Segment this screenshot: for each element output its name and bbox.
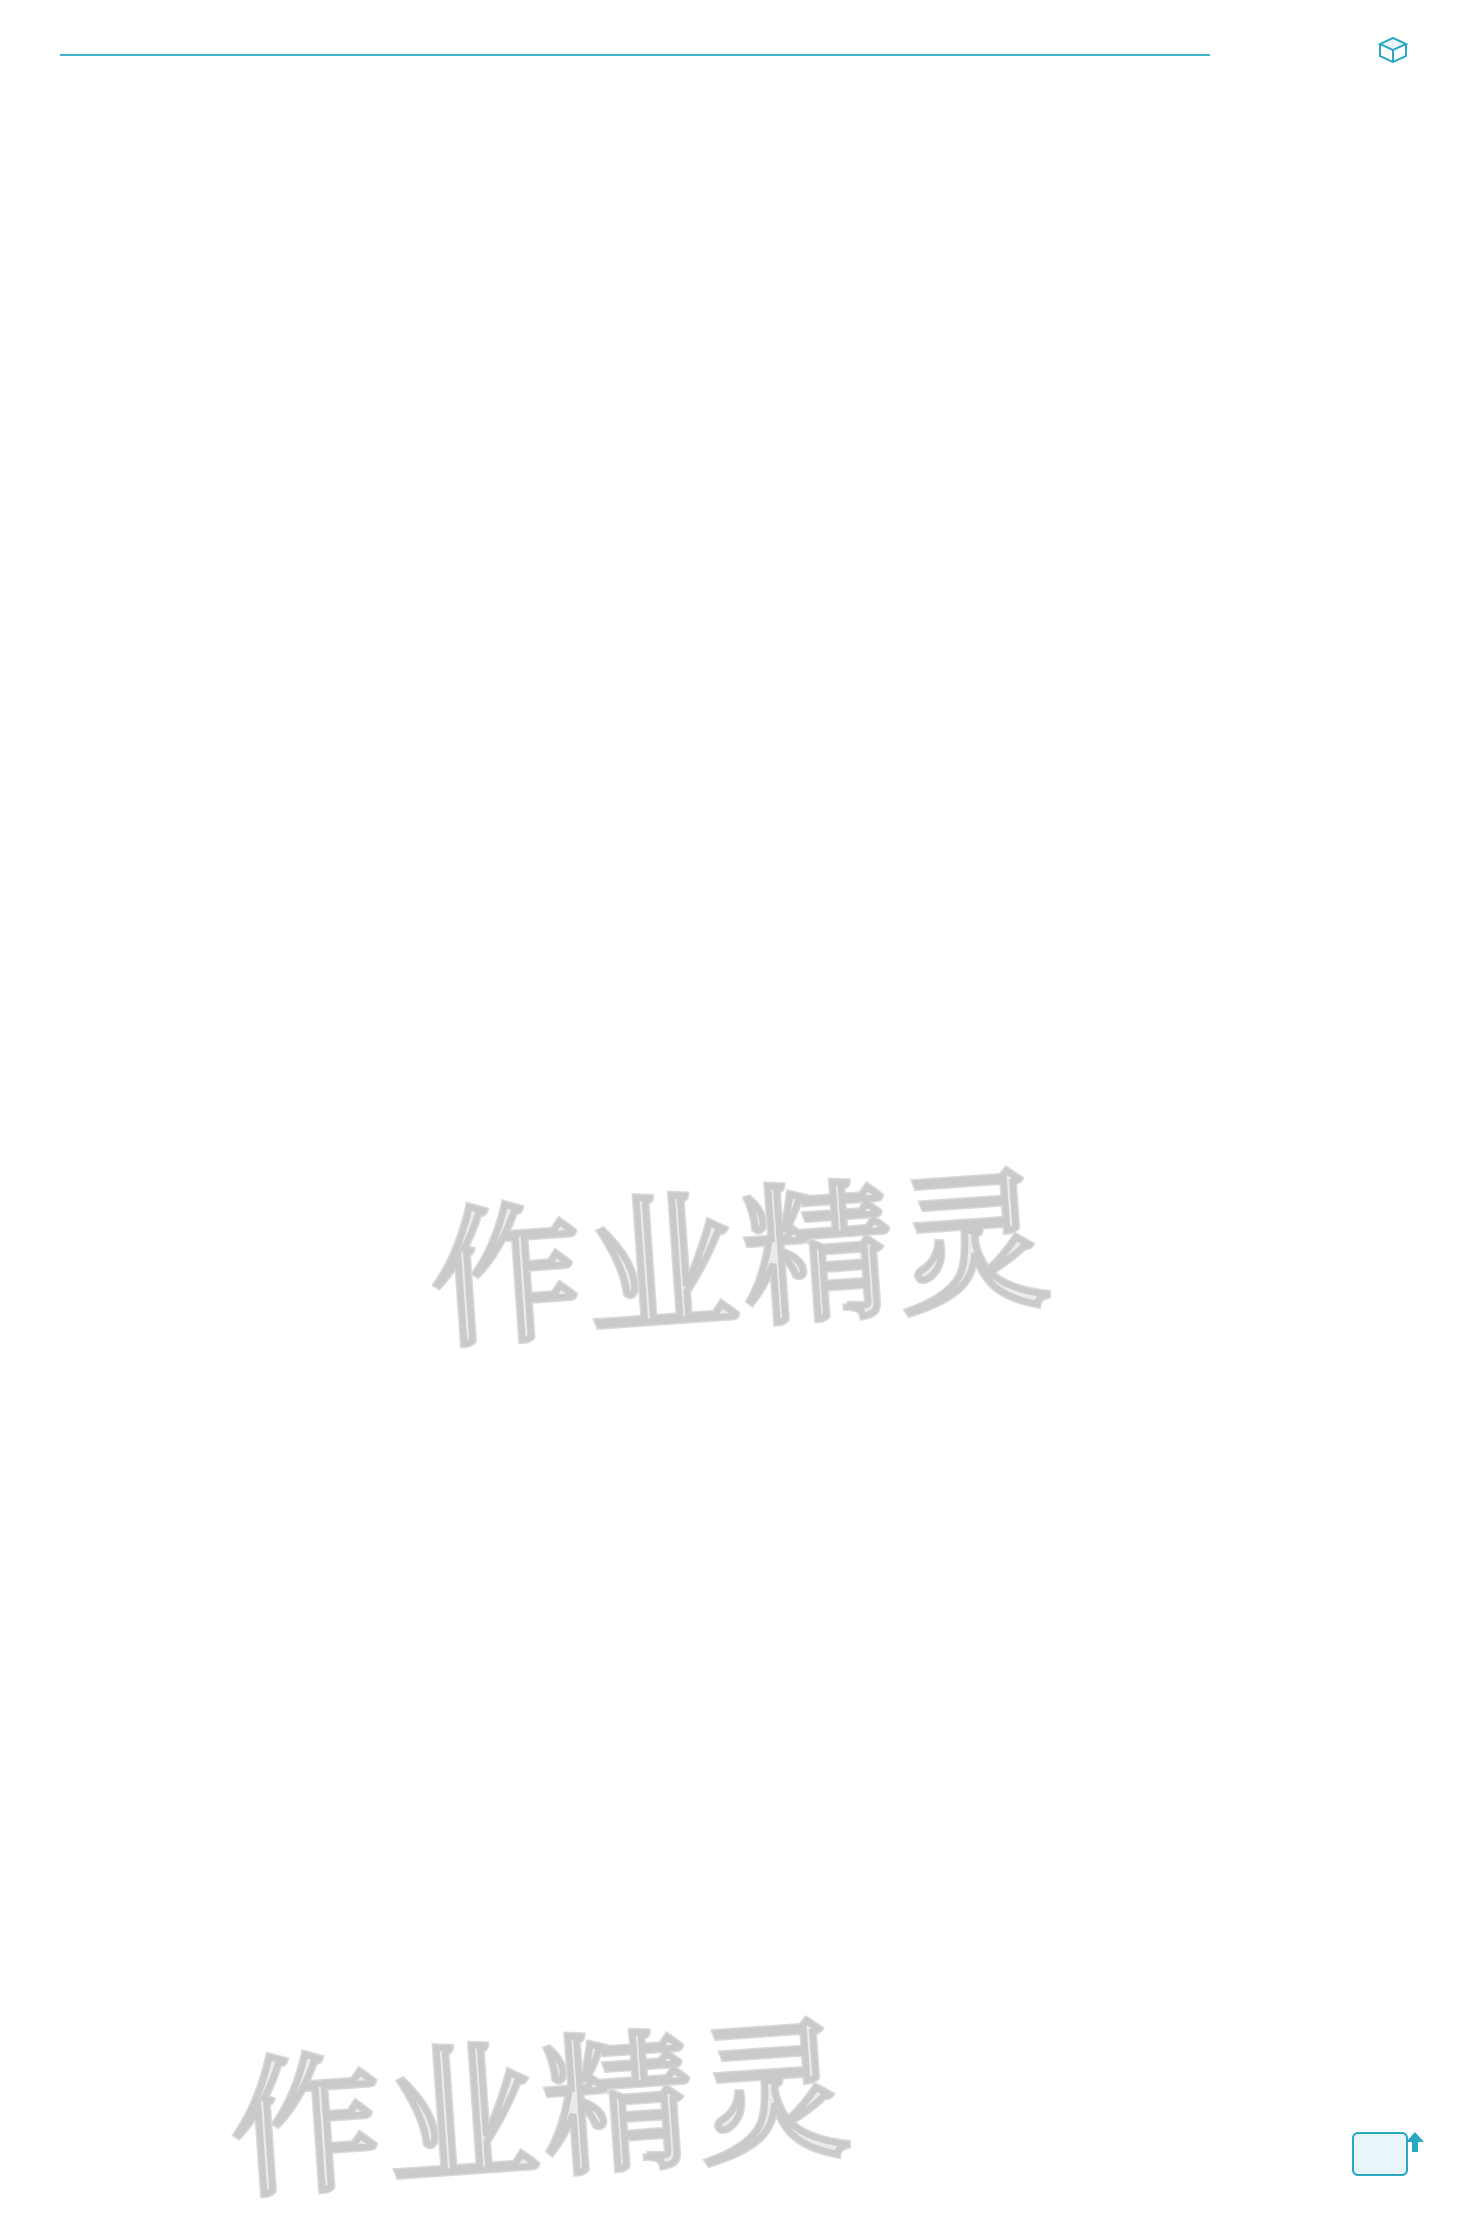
header-rule bbox=[60, 54, 1210, 56]
watermark-logo: 作业精灵 bbox=[425, 1153, 1061, 1371]
watermark-logo: 作业精灵 bbox=[225, 2003, 861, 2221]
arrow-up-icon bbox=[1404, 2130, 1426, 2154]
page-badge bbox=[1352, 2132, 1408, 2176]
book-icon bbox=[1376, 34, 1410, 66]
